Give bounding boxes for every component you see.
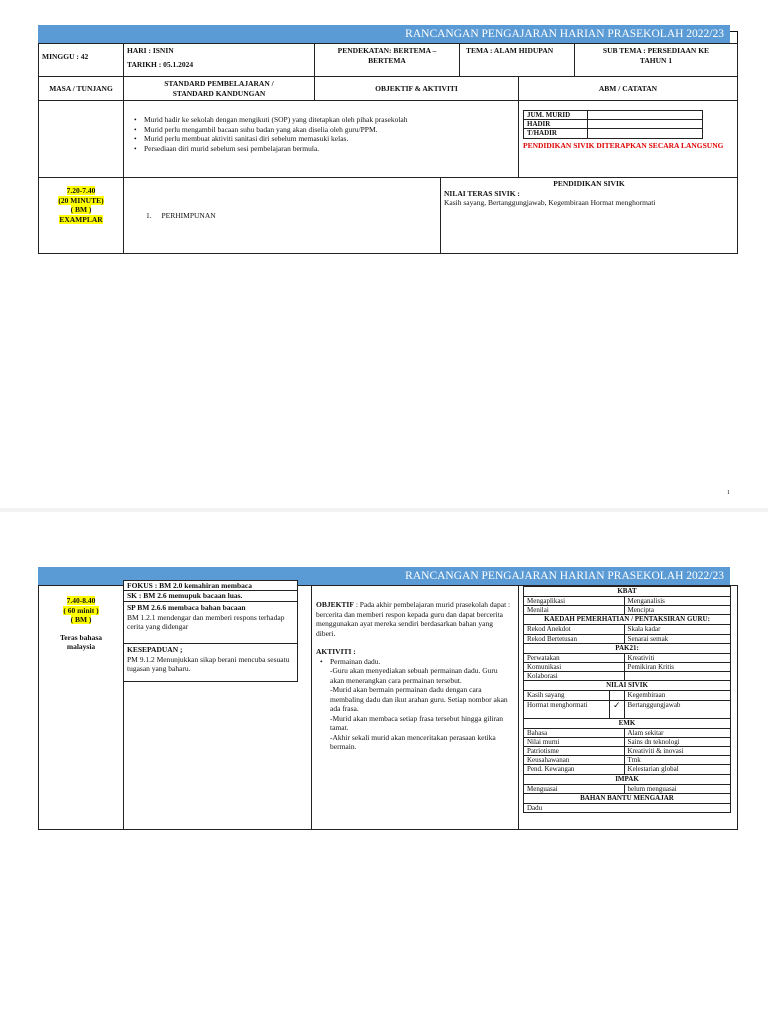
jum-murid-label: JUM. MURID	[524, 111, 588, 120]
aktiviti-step: -Murid akan bermain permainan dadu dengan cara membaling dadu dan ikut arahan guru. Setiap nombor akan ada frasa.	[330, 685, 508, 713]
nilai-values: Kasih sayang, Bertanggungjawab, Kegembiraan Hormat menghormati	[444, 198, 656, 207]
objektif-detail: bercerita dan memberi respon kepada guru dan dapat bercerita menggunakan ayat mereka sendiri berdasarkan bahan yang diberi.	[316, 609, 503, 638]
abm-cell-2	[518, 585, 738, 830]
examplar-label: EXAMPLAR	[59, 214, 103, 224]
tarikh-label: TARIKH : 05.1.2024	[127, 59, 194, 69]
activity-number: 1.	[146, 211, 152, 220]
kaedah-title: KAEDAH PEMERHATIAN / PENTAKSIRAN GURU:	[524, 615, 731, 625]
jum-murid-value[interactable]	[588, 111, 703, 120]
teras-label: Teras bahasa malaysia	[59, 632, 103, 651]
hadir-value[interactable]	[588, 120, 703, 129]
sp-label: SP BM 2.6.6 membaca bahan bacaan	[127, 603, 246, 612]
aktiviti-label: AKTIVITI :	[316, 647, 356, 656]
sivik-check[interactable]	[610, 691, 625, 700]
pak21-item: Perwatakan	[524, 653, 625, 662]
sivik-check-icon[interactable]: ✓	[610, 700, 625, 718]
sop-item: • Murid perlu mengambil bacaan suhu badan yang akan diselia oleh guru/PPM.	[130, 125, 510, 135]
bbm-value: Dadu	[524, 803, 731, 812]
kbat-item: Mencipta	[624, 606, 730, 615]
kbat-item: Menilai	[524, 606, 625, 615]
time-cell	[38, 177, 124, 254]
sop-item: • Murid perlu membuat aktiviti sanitasi diri sebelum memasuki kelas.	[130, 134, 510, 144]
hari-tarikh-cell	[123, 43, 315, 77]
kaedah-item: Skala kadar	[624, 625, 730, 634]
duration-label: (20 MINUTE)	[58, 195, 104, 205]
civic-title: PENDIDIKAN SIVIK	[553, 179, 625, 188]
emk-item: Pend. Kewangan	[524, 765, 625, 774]
assessment-table	[523, 586, 731, 813]
kaedah-item: Rekod Bertetusan	[524, 634, 625, 643]
minggu-cell: MINGGU : 42	[38, 43, 124, 77]
standard-box	[123, 580, 298, 682]
activity-cell	[123, 177, 441, 254]
sivik-item: Kasih sayang	[524, 691, 610, 700]
col-objektif: OBJEKTIF & AKTIVITI	[314, 76, 519, 101]
emk-item: Keusahawanan	[524, 756, 625, 765]
pak21-title: PAK21:	[524, 643, 731, 653]
objektif-cell	[311, 585, 519, 830]
pak21-item	[624, 672, 730, 681]
impak-item: belum menguasai	[624, 784, 730, 793]
sk-label: SK : BM 2.6 memupuk bacaan luas.	[127, 591, 243, 600]
kesepaduan-value: PM 9.1.2 Menunjukkan sikap berani mencuba sesuatu tugasan yang baharu.	[127, 654, 290, 673]
objektif-intro: : Pada akhir pembelajaran murid prasekolah dapat :	[353, 600, 511, 609]
emk-item: Tmk	[624, 756, 730, 765]
time-label: 7.20-7.40	[66, 186, 96, 195]
subtema-cell: SUB TEMA : PERSEDIAAN KE TAHUN 1	[574, 43, 738, 77]
aktiviti-step: -Murid akan membaca setiap frasa tersebut hingga giliran tamat.	[330, 713, 504, 732]
emk-title: EMK	[524, 718, 731, 728]
pak21-item: Kolaborasi	[524, 672, 625, 681]
hadir-label: HADIR	[524, 120, 588, 129]
sivik-item: Kegembiraan	[624, 691, 730, 700]
time-cell-2	[38, 585, 124, 830]
kbat-item: Menganalisis	[624, 597, 730, 606]
kesepaduan-label: KESEPADUAN ;	[127, 645, 183, 654]
pendekatan-cell: PENDEKATAN: BERTEMA – BERTEMA	[314, 43, 460, 77]
sivik-item: Hormat menghormati	[524, 700, 610, 718]
time-label-2: 7.40-8.40	[66, 596, 96, 605]
sop-masa-cell	[38, 100, 124, 178]
hari-label: HARI : ISNIN	[127, 46, 174, 55]
col-standard: STANDARD PEMBELAJARAN / STANDARD KANDUNGAN	[123, 76, 315, 101]
nilai-label: NILAI TERAS SIVIK :	[444, 188, 520, 198]
sivik-title: NILAI SIVIK	[524, 681, 731, 691]
pak21-item: Komunikasi	[524, 663, 625, 672]
sop-item: • Murid hadir ke sekolah dengan mengikuti (SOP) yang ditetapkan oleh pihak prasekolah	[130, 115, 510, 125]
emk-item: Alam sekitar	[624, 728, 730, 737]
pak21-item: Pemikiran Kritis	[624, 663, 730, 672]
impak-item: Menguasai	[524, 784, 625, 793]
sop-cell	[123, 100, 519, 178]
activity-name: PERHIMPUNAN	[161, 211, 216, 220]
sop-item: • Persediaan diri murid sebelum sesi pembelajaran bermula.	[130, 144, 510, 154]
page-title: RANCANGAN PENGAJARAN HARIAN PRASEKOLAH 2022/23	[38, 25, 730, 43]
emk-item: Patriotisme	[524, 747, 625, 756]
sp-detail: BM 1.2.1 mendengar dan memberi respons terhadap cerita yang didengar	[127, 612, 285, 631]
kaedah-item: Rekod Anekdot	[524, 625, 625, 634]
tema-cell: TEMA : ALAM HIDUPAN	[459, 43, 575, 77]
emk-item: Bahasa	[524, 728, 625, 737]
aktiviti-step: -Guru akan menyediakan sebuah permainan dadu. Guru akan menerangkan cara permainan tersebut.	[330, 666, 498, 685]
page-number: 1	[727, 490, 730, 496]
fokus-label: FOKUS : BM 2.0 kemahiran membaca	[127, 581, 252, 590]
pak21-item: Kreativiti	[624, 653, 730, 662]
attendance-cell	[518, 100, 738, 178]
sivik-item: Bertanggungjawab	[624, 700, 730, 718]
emk-item: Kelestarian global	[624, 765, 730, 774]
thadir-value[interactable]	[588, 129, 703, 138]
emk-item: Nilai murni	[524, 737, 625, 746]
thadir-label: T/HADIR	[524, 129, 588, 138]
attendance-table	[523, 110, 703, 139]
impak-title: IMPAK	[524, 774, 731, 784]
page-1	[0, 0, 768, 508]
aktiviti-item: • Permainan dadu.	[316, 657, 513, 667]
lang-label-2: ( BM )	[70, 615, 92, 624]
kbat-item: Mengaplikasi	[524, 597, 625, 606]
col-abm: ABM / CATATAN	[518, 76, 738, 101]
lang-label: ( BM )	[70, 205, 92, 214]
bbm-title: BAHAN BANTU MENGAJAR	[524, 793, 731, 803]
duration-label-2: ( 60 minit )	[63, 605, 99, 615]
kbat-title: KBAT	[524, 587, 731, 597]
col-masa: MASA / TUNJANG	[38, 76, 124, 101]
objektif-label: OBJEKTIF	[316, 600, 354, 609]
kaedah-item: Senarai semak	[624, 634, 730, 643]
civic-direct-note: PENDIDIKAN SIVIK DITERAPKAN SECARA LANGSUNG	[523, 140, 724, 150]
emk-item: Sains dn teknologi	[624, 737, 730, 746]
page-title-2: RANCANGAN PENGAJARAN HARIAN PRASEKOLAH 2022/23	[38, 567, 730, 585]
aktiviti-step: -Akhir sekali murid akan menceritakan perasaan ketika bermain.	[330, 732, 496, 751]
civic-cell	[440, 177, 738, 254]
emk-item: Kreativiti & inovasi	[624, 747, 730, 756]
